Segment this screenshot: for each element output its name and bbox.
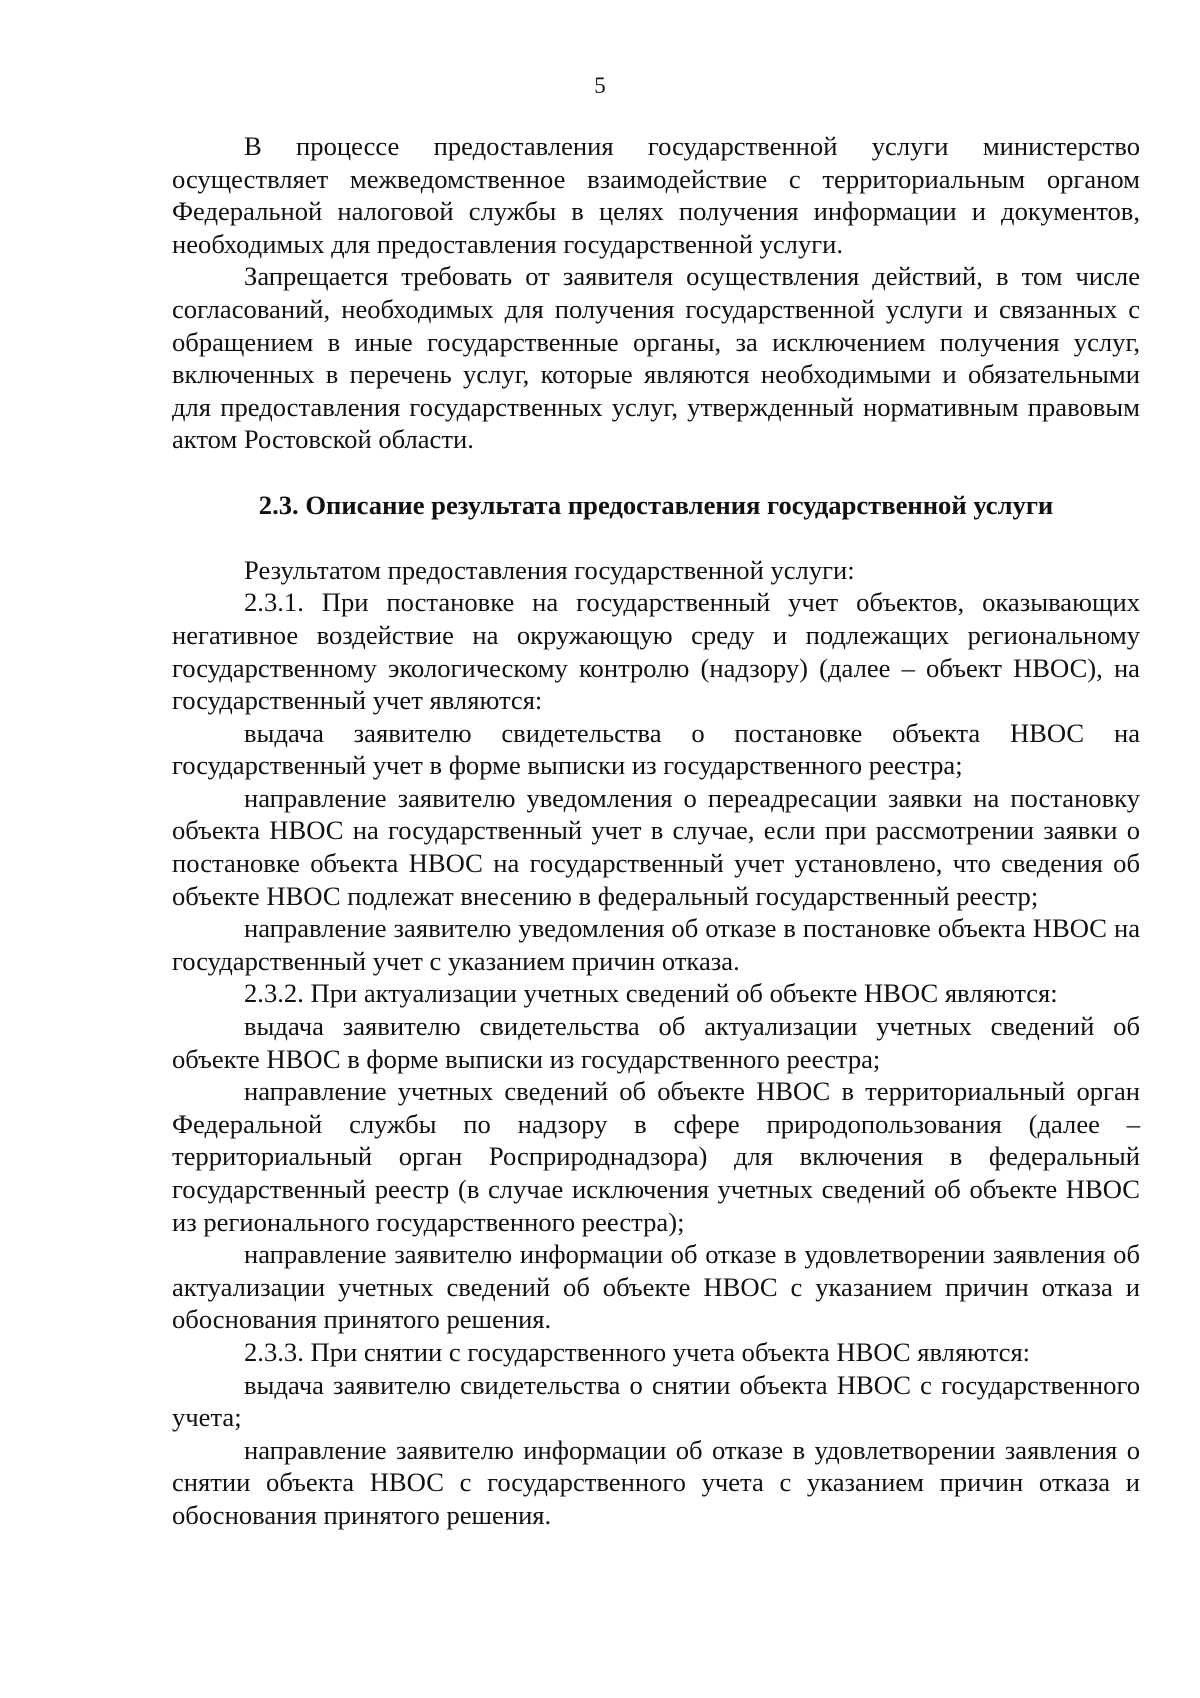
paragraph: В процессе предоставления государственной услуги министерство осуществляет межведомственное взаимодействие с территориальным органом Федеральной налоговой службы в целях получения информации и документов, необходимых для предоставления государственной услуги. [172, 131, 1140, 259]
paragraph: 2.3.2. При актуализации учетных сведений об объекте НВОС являются: [244, 978, 1058, 1009]
paragraph: выдача заявителю свидетельства об актуализации учетных сведений об объекте НВОС в форме выписки из государственного реестра; [172, 1011, 1140, 1074]
paragraph: 2.3.1. При постановке на государственный учет объектов, оказывающих негативное воздействие на окружающую среду и подлежащих региональному государственному экологическому контролю (надзору) (далее – объект НВОС), на государственный учет являются: [172, 587, 1140, 716]
paragraph: направление заявителю информации об отказе в удовлетворении заявления об актуализации учетных сведений об объекте НВОС с указанием причин отказа и обоснования принятого решения. [172, 1239, 1140, 1335]
paragraph: 2.3.3. При снятии с государственного учета объекта НВОС являются: [244, 1336, 1031, 1367]
paragraph: направление учетных сведений об объекте НВОС в территориальный орган Федеральной службы по надзору в сфере природопользования (далее – территориальный орган Росприроднадзора) для включения в федеральный государственный реестр (в случае исключения учетных сведений об объекте НВОС из регионального государственного реестра); [172, 1076, 1140, 1237]
document-body [172, 130, 1140, 1532]
paragraph: выдача заявителю свидетельства о снятии объекта НВОС с государственного учета; [172, 1369, 1140, 1433]
paragraph: направление заявителю информации об отказе в удовлетворении заявления о снятии объекта НВОС с государственного учета с указанием причин отказа и обоснования принятого решения. [172, 1434, 1140, 1530]
paragraph: направление заявителю уведомления об отказе в постановке объекта НВОС на государственный учет с указанием причин отказа. [172, 913, 1140, 976]
paragraph: Результатом предоставления государственной услуги: [244, 554, 855, 585]
paragraph: выдача заявителю свидетельства о постановке объекта НВОС на государственный учет в форме выписки из государственного реестра; [172, 717, 1140, 781]
section-heading: 2.3. Описание результата предоставления государственной услуги [258, 489, 1054, 520]
paragraph: направление заявителю уведомления о переадресации заявки на постановку объекта НВОС на государственный учет в случае, если при рассмотрении заявки о постановке объекта НВОС на государственный учет установлено, что сведения об объекте НВОС подлежат внесению в федеральный государственный реестр; [172, 782, 1140, 911]
paragraph: Запрещается требовать от заявителя осуществления действий, в том числе согласований, необходимых для получения государственной услуги и связанных с обращением в иные государственные органы, за исключением получения услуг, включенных в перечень услуг, которые являются необходимыми и обязательными для предоставления государственных услуг, утвержденный нормативным правовым актом Ростовской области. [172, 261, 1140, 455]
page-number: 5 [594, 73, 606, 98]
